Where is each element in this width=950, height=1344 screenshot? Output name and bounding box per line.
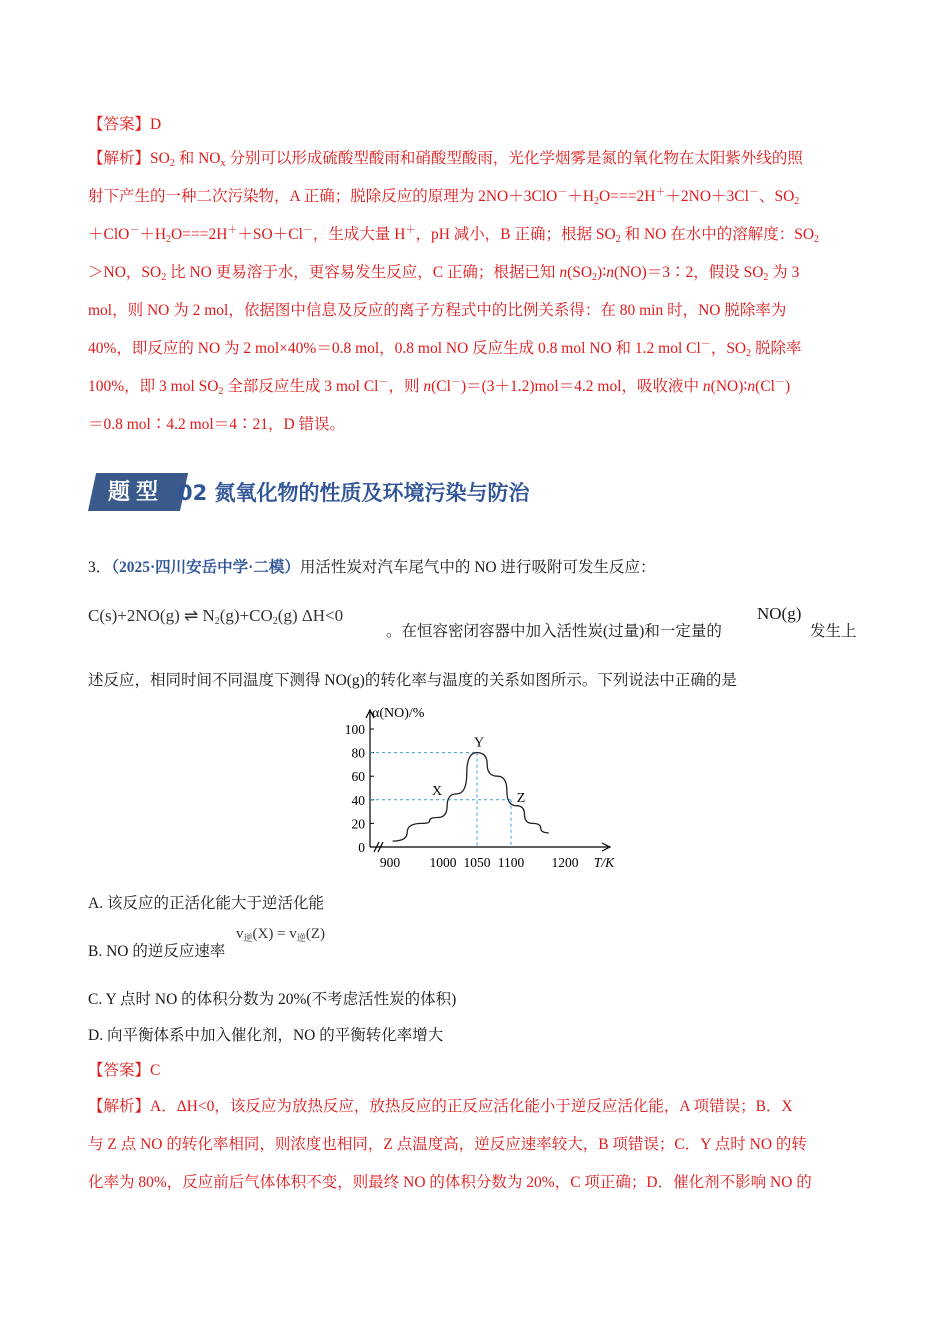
rate-expression: $v_逆(X) = v_逆(Z)$ xyxy=(236,926,325,943)
y-tick-label: 60 xyxy=(351,769,365,785)
no-g-label: NO(g) xyxy=(757,604,802,623)
conversion-chart xyxy=(330,700,620,872)
analysis-1-line-8: ＝0.8 mol∶4.2 mol＝4∶21，D 错误。 xyxy=(88,416,346,433)
option-b: B. NO 的逆反应速率 xyxy=(88,943,226,960)
answer-value: D xyxy=(150,116,162,133)
analysis-1 xyxy=(88,140,864,444)
x-tick-label: 1200 xyxy=(551,855,579,870)
y-tick-label: 40 xyxy=(351,792,365,808)
analysis-1-line-1: 【解析】$SO_2$ 和 $NO_x$ 分别可以形成硫酸型酸雨和硝酸型酸雨，光化学烟雾是氮的氧化物在太阳紫外线的照 xyxy=(88,150,803,169)
conversion-curve xyxy=(393,753,549,842)
y-tick-label: 0 xyxy=(358,840,365,855)
analysis-2-line-2: 与 Z 点 NO 的转化率相同，则浓度也相同，Z 点温度高，逆反应速率较大，B 项错误；C．Y 点时 NO 的转 xyxy=(88,1136,807,1153)
analysis-1-line-7: 100%，即 3 mol $SO_2$ 全部反应生成 3 mol Cl－，则 n(Cl－)＝(3＋1.2)mol＝4.2 mol，吸收液中 n(NO)∶n(Cl－) xyxy=(88,377,791,397)
analysis-1-line-6: 40%，即反应的 NO 为 2 mol×40%＝0.8 mol，0.8 mol NO 反应生成 0.8 mol NO 和 1.2 mol Cl－，$SO_2$ 脱除率 xyxy=(88,339,802,359)
point-label-y: Y xyxy=(473,735,485,751)
equation-tail: 发生上 xyxy=(810,623,857,640)
section-badge: 题型 xyxy=(107,480,164,505)
question-number: 3． xyxy=(88,559,112,576)
answer-2: 【答案】C xyxy=(88,1062,161,1079)
equation-line xyxy=(88,604,343,629)
y-tick-label: 20 xyxy=(351,816,365,832)
analysis-2-line-1: 【解析】A．ΔH<0，该反应为放热反应，放热反应的正反应活化能小于逆反应活化能，A 项错误；B．X xyxy=(88,1098,793,1115)
x-axis-label: T/K xyxy=(593,855,615,870)
analysis-1-line-2: 射下产生的一种二次污染物，A 正确；脱除反应的原理为 $2NO+3ClO^-+H_2O===2H^++2NO+3Cl^-$、$SO_2$ xyxy=(88,187,800,207)
analysis-2 xyxy=(88,1088,864,1202)
answer-1 xyxy=(88,106,864,144)
y-tick-label: 80 xyxy=(351,745,365,761)
analysis-1-line-5: mol，则 NO 为 2 mol，依据图中信息及反应的离子方程式中的比例关系得：在 80 min 时，NO 脱除率为 xyxy=(88,302,787,319)
x-tick-label: 1050 xyxy=(463,855,491,870)
analysis-1-line-3: $+ClO^-+H_2O===2H^++SO+Cl^-$，生成大量 H＋，pH 减小，B 正确；根据 $SO_2$ 和 NO 在水中的溶解度：$SO_2$ xyxy=(88,225,820,245)
point-label-x: X xyxy=(431,783,443,799)
x-tick-label: 900 xyxy=(379,855,401,870)
point-label-z: Z xyxy=(516,790,526,806)
equation-continuation: 。在恒容密闭容器中加入活性炭(过量)和一定量的 xyxy=(386,623,722,640)
x-tick-label: 1000 xyxy=(429,855,457,870)
question-text: 用活性炭对汽车尾气中的 NO 进行吸附可发生反应： xyxy=(299,559,656,576)
option-c: C. Y 点时 NO 的体积分数为 20%(不考虑活性炭的体积) xyxy=(88,991,457,1008)
x-tick-label: 1100 xyxy=(497,855,525,870)
answer-tag: 【答案】 xyxy=(88,116,151,133)
option-d: D. 向平衡体系中加入催化剂，NO 的平衡转化率增大 xyxy=(88,1027,444,1044)
section-title: 02 氮氧化物的性质及环境污染与防治 xyxy=(178,481,530,505)
option-a: A. 该反应的正活化能大于逆活化能 xyxy=(88,895,324,912)
y-axis-label: α(NO)/% xyxy=(372,706,425,721)
reaction-equation: C(s)+2NO(g) ⇌ $N_2(g)+CO_2(g)$ ΔH<0 xyxy=(88,606,344,627)
question-source: （2025·四川安岳中学·二模） xyxy=(111,559,300,576)
question-stem-2: 述反应，相同时间不同温度下测得 NO(g)的转化率与温度的关系如图所示。下列说法中正确的是 xyxy=(88,672,737,689)
question-stem xyxy=(88,556,656,580)
analysis-2-line-3: 化率为 80%，反应前后气体体积不变，则最终 NO 的体积分数为 20%，C 项正确；D．催化剂不影响 NO 的 xyxy=(88,1174,812,1191)
section-heading xyxy=(88,473,864,513)
analysis-1-line-4: ＞NO，$SO_2$ 比 NO 更易溶于水，更容易发生反应，C 正确；根据已知 $n(SO_2)∶n(NO)=3∶2$，假设 $SO_2$ 为 3 xyxy=(88,264,800,283)
y-tick-label: 100 xyxy=(344,722,365,737)
